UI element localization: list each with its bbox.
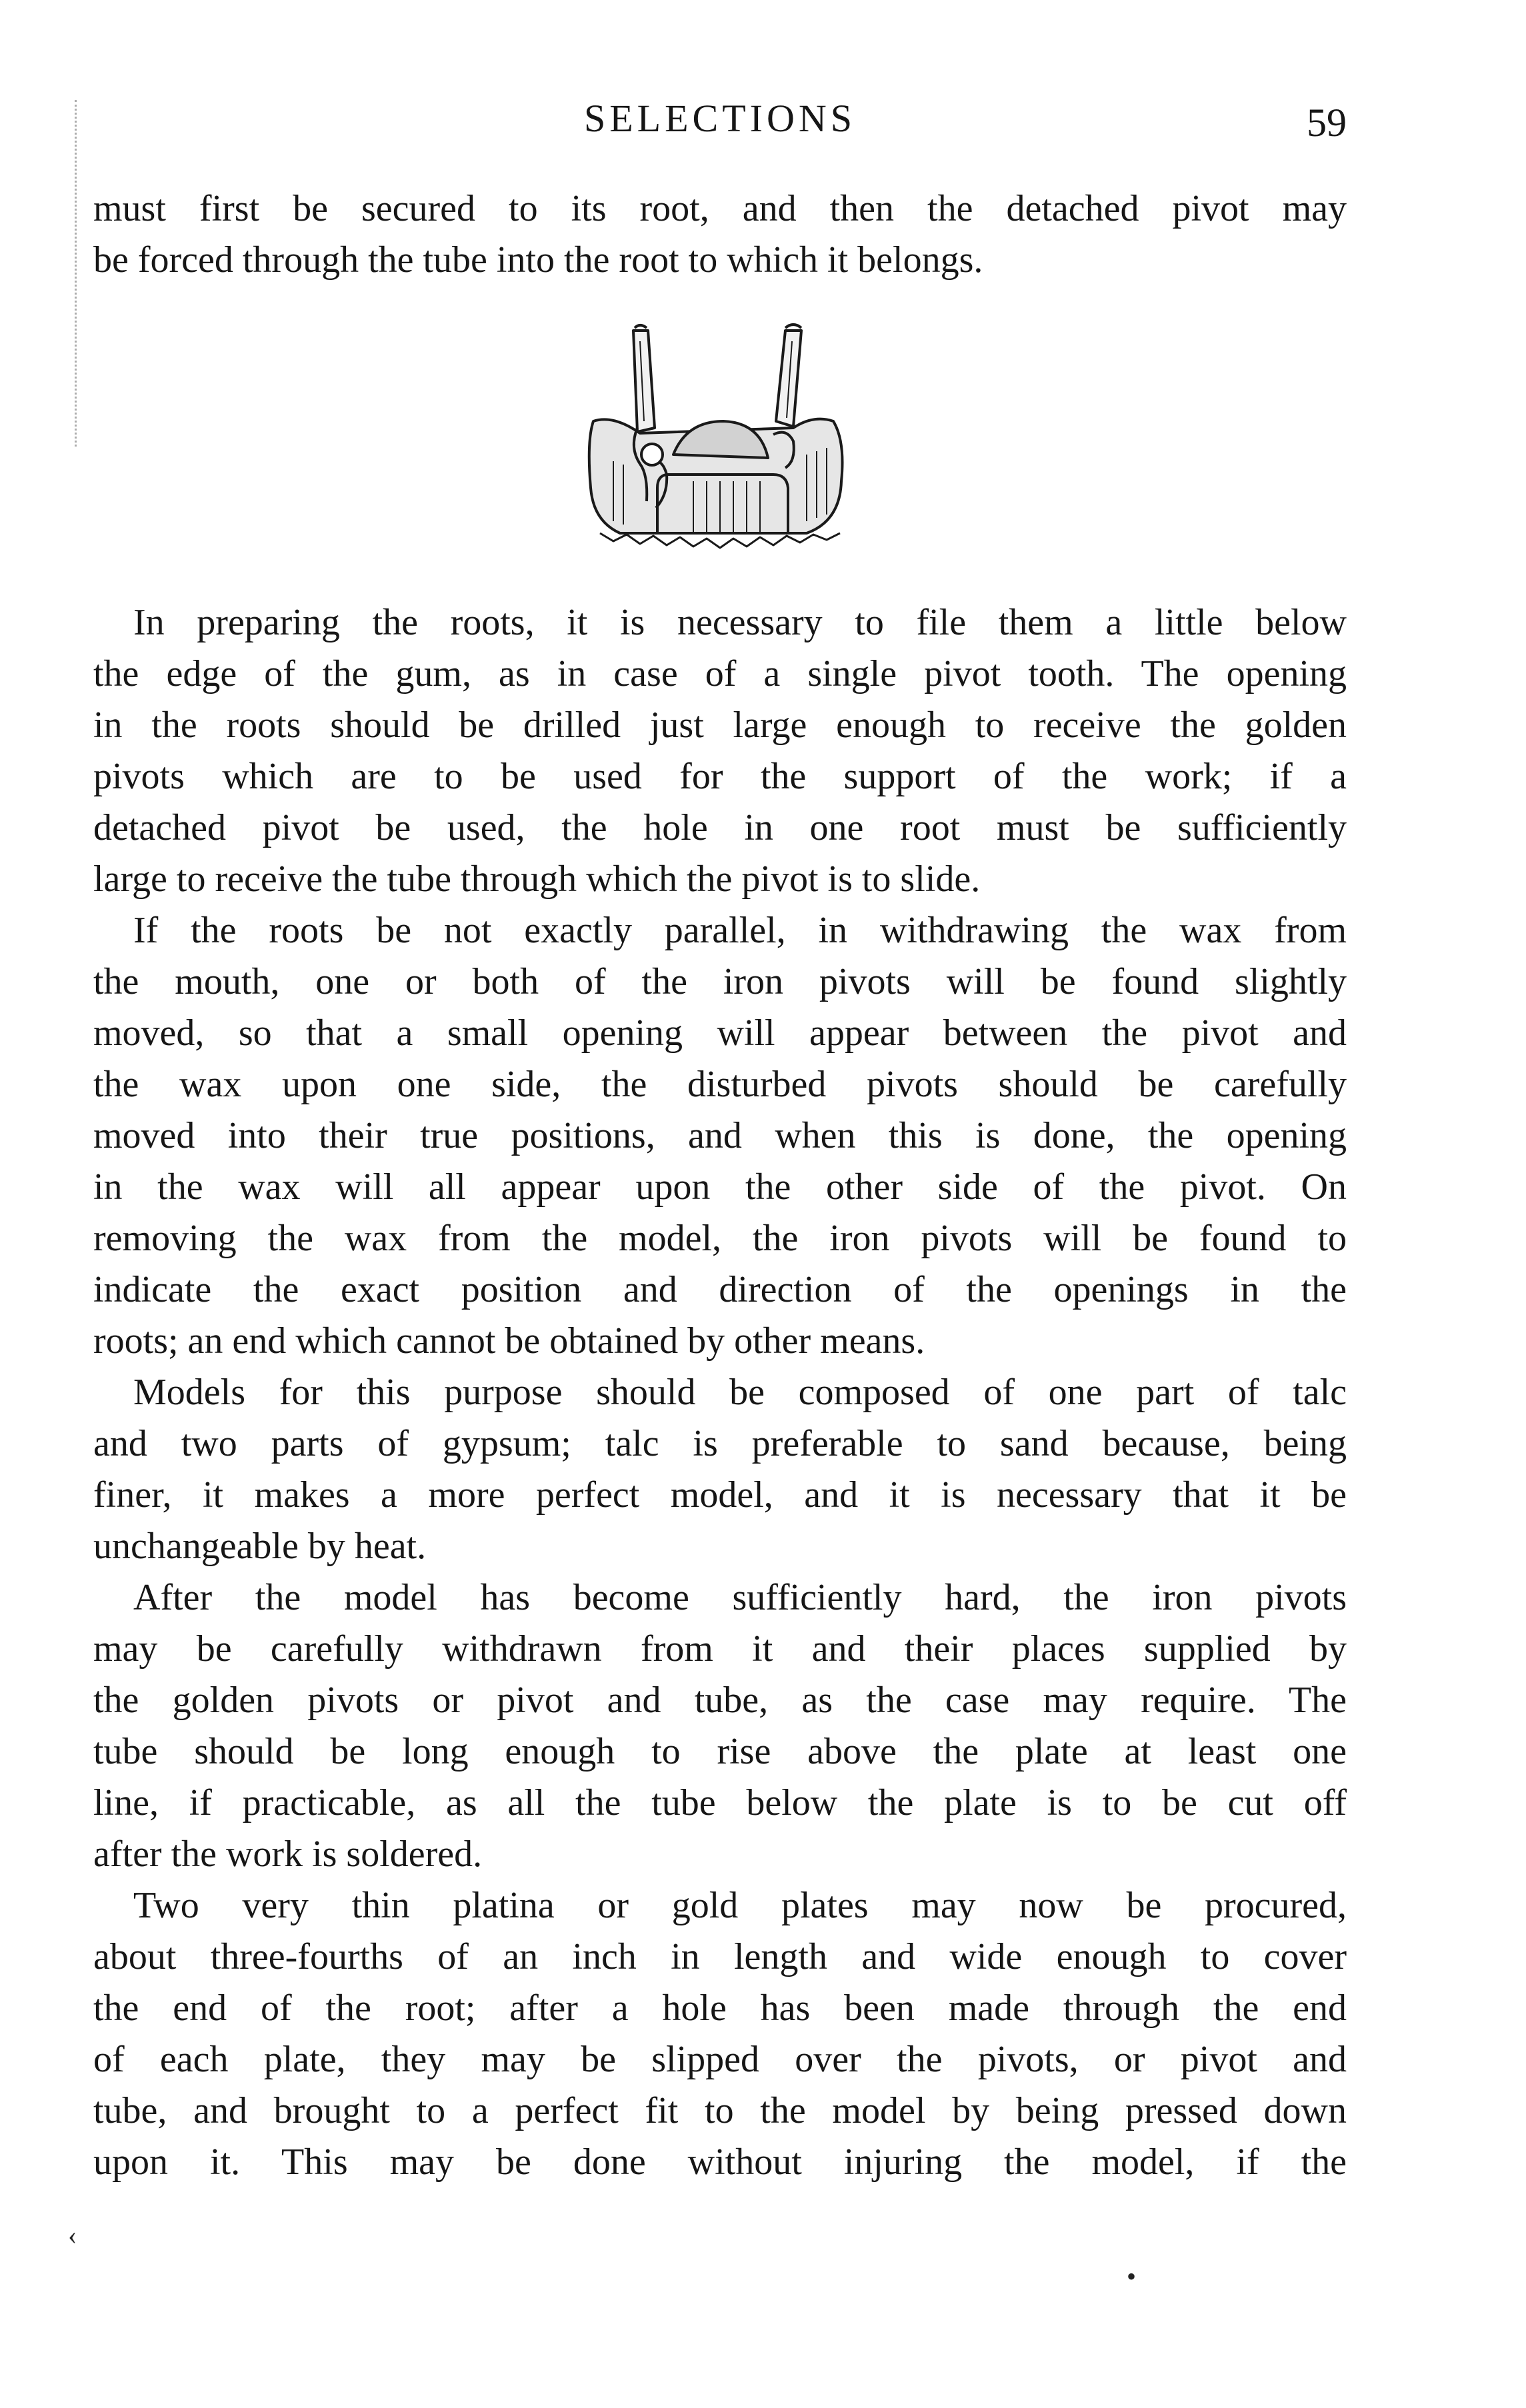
text-line: finer, it makes a more perfect model, and it is necessary that it be (93, 1474, 1347, 1516)
text-line: unchangeable by heat. (93, 1526, 427, 1567)
text-line: after the work is soldered. (93, 1833, 483, 1875)
text-line: be forced through the tube into the root to which it belongs. (93, 239, 983, 281)
text-line: and two parts of gypsum; talc is preferable to sand because, being (93, 1423, 1347, 1464)
text-line: tube should be long enough to rise above the plate at least one (93, 1731, 1347, 1772)
page-header (93, 93, 1347, 153)
text-line: in the roots should be drilled just large enough to receive the golden (93, 704, 1347, 746)
text-line: the wax upon one side, the disturbed pivots should be carefully (93, 1064, 1347, 1105)
text-line: the edge of the gum, as in case of a single pivot tooth. The opening (93, 653, 1347, 694)
stray-mark: • (1127, 2261, 1137, 2291)
text-line: moved, so that a small opening will appear between the pivot and (93, 1012, 1347, 1054)
stray-mark: ‹ (68, 2220, 77, 2250)
dental-pivot-illustration-icon (573, 321, 860, 561)
text-line: After the model has become sufficiently hard, the iron pivots (133, 1577, 1347, 1618)
text-line: the golden pivots or pivot and tube, as the case may require. The (93, 1680, 1347, 1721)
text-line: moved into their true positions, and when this is done, the opening (93, 1115, 1347, 1156)
text-line: line, if practicable, as all the tube below the plate is to be cut off (93, 1782, 1347, 1823)
text-line: about three-fourths of an inch in length and wide enough to cover (93, 1936, 1347, 1977)
page-number: 59 (1307, 101, 1347, 145)
body-text (93, 597, 1347, 2188)
opening-text (93, 183, 1347, 286)
text-line: the mouth, one or both of the iron pivots will be found slightly (93, 961, 1347, 1002)
text-line: Models for this purpose should be composed of one part of talc (133, 1372, 1347, 1413)
text-line: upon it. This may be done without injuring the model, if the (93, 2141, 1347, 2183)
text-line: indicate the exact position and direction of the openings in the (93, 1269, 1347, 1310)
text-line: the end of the root; after a hole has been made through the end (93, 1987, 1347, 2029)
margin-rule (75, 100, 79, 447)
text-line: roots; an end which cannot be obtained by other means. (93, 1320, 925, 1362)
text-line: of each plate, they may be slipped over the pivots, or pivot and (93, 2039, 1347, 2080)
text-line: may be carefully withdrawn from it and their places supplied by (93, 1628, 1347, 1670)
text-line: large to receive the tube through which the pivot is to slide. (93, 858, 981, 900)
text-line: detached pivot be used, the hole in one root must be sufficiently (93, 807, 1347, 848)
text-line: If the roots be not exactly parallel, in withdrawing the wax from (133, 910, 1347, 951)
text-line: removing the wax from the model, the iron pivots will be found to (93, 1218, 1347, 1259)
text-line: Two very thin platina or gold plates may now be procured, (133, 1885, 1347, 1926)
text-line: pivots which are to be used for the support of the work; if a (93, 756, 1347, 797)
text-line: must first be secured to its root, and then the detached pivot may (93, 188, 1347, 229)
running-head: SELECTIONS (584, 97, 856, 140)
text-line: tube, and brought to a perfect fit to the model by being pressed down (93, 2090, 1347, 2131)
text-line: In preparing the roots, it is necessary to file them a little below (133, 602, 1347, 643)
text-line: in the wax will all appear upon the other side of the pivot. On (93, 1166, 1347, 1208)
